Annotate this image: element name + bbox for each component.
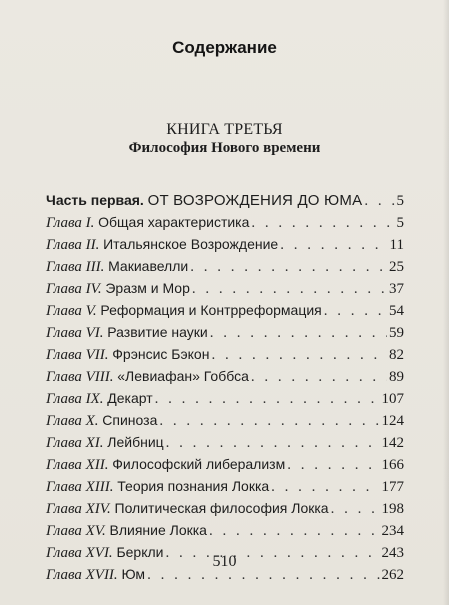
dot-leader — [251, 369, 387, 386]
page-edge-shadow — [443, 0, 449, 605]
chapter-page-number: 107 — [381, 391, 404, 407]
dot-leader — [271, 479, 379, 496]
toc-part-row[interactable] — [46, 192, 404, 214]
dot-leader — [251, 215, 394, 232]
part-title: ОТ ВОЗРОЖДЕНИЯ ДО ЮМА — [147, 192, 363, 209]
chapter-list — [46, 214, 404, 588]
chapter-title: Итальянское Возрождение — [103, 236, 279, 252]
chapter-title: Эразм и Мор — [105, 280, 190, 296]
toc-chapter-row[interactable] — [46, 236, 404, 258]
chapter-page-number: 11 — [389, 237, 404, 253]
chapter-title: Спиноза — [102, 412, 158, 428]
part-page-number: 5 — [396, 193, 404, 209]
chapter-page-number: 82 — [389, 347, 404, 363]
page-number: 510 — [212, 553, 237, 570]
toc-chapter-row[interactable] — [46, 280, 404, 302]
chapter-title: Макиавелли — [108, 258, 189, 274]
dot-leader — [190, 259, 387, 276]
chapter-page-number: 142 — [381, 435, 404, 451]
chapter-page-number: 59 — [389, 325, 404, 341]
toc-chapter-row[interactable] — [46, 390, 404, 412]
chapter-title: Философский либерализм — [112, 456, 286, 472]
chapter-number: Глава I. — [46, 215, 95, 231]
chapter-number: Глава XIII. — [46, 479, 114, 495]
dot-leader — [155, 391, 380, 408]
chapter-page-number: 243 — [381, 545, 404, 561]
chapter-number: Глава XVII. — [46, 567, 118, 583]
chapter-page-number: 5 — [396, 215, 404, 231]
chapter-title: Декарт — [107, 390, 153, 406]
dot-leader — [280, 237, 387, 254]
chapter-page-number: 54 — [389, 303, 404, 319]
dot-leader — [324, 303, 387, 320]
toc-chapter-row[interactable] — [46, 214, 404, 236]
chapter-title: Теория познания Локка — [117, 478, 270, 494]
book-subtitle: Философия Нового времени — [128, 140, 321, 156]
chapter-title: Реформация и Контрреформация — [100, 302, 322, 318]
dot-leader — [159, 413, 379, 430]
chapter-number: Глава IV. — [46, 281, 102, 297]
toc-chapter-row[interactable] — [46, 456, 404, 478]
dot-leader — [364, 193, 394, 210]
chapter-page-number: 25 — [389, 259, 404, 275]
dot-leader — [192, 281, 387, 298]
table-of-contents — [46, 192, 404, 588]
toc-chapter-row[interactable] — [46, 500, 404, 522]
chapter-number: Глава IX. — [46, 391, 104, 407]
chapter-title: Общая характеристика — [98, 214, 250, 230]
chapter-page-number: 262 — [381, 567, 404, 583]
chapter-number: Глава VII. — [46, 347, 109, 363]
toc-chapter-row[interactable] — [46, 324, 404, 346]
chapter-title: Развитие науки — [107, 324, 208, 340]
chapter-title: Беркли — [116, 544, 164, 560]
dot-leader — [210, 325, 387, 342]
part-name: Часть первая. — [46, 192, 144, 208]
chapter-number: Глава VIII. — [46, 369, 114, 385]
toc-chapter-row[interactable] — [46, 346, 404, 368]
chapter-number: Глава III. — [46, 259, 105, 275]
chapter-title: «Левиафан» Гоббса — [117, 368, 249, 384]
dot-leader — [209, 523, 380, 540]
chapter-title: Влияние Локка — [109, 522, 207, 538]
toc-chapter-row[interactable] — [46, 258, 404, 280]
chapter-number: Глава XV. — [46, 523, 106, 539]
toc-chapter-row[interactable] — [46, 522, 404, 544]
chapter-number: Глава XII. — [46, 457, 109, 473]
dot-leader — [331, 501, 380, 518]
chapter-number: Глава V. — [46, 303, 97, 319]
chapter-page-number: 166 — [381, 457, 404, 473]
chapter-page-number: 89 — [389, 369, 404, 385]
chapter-number: Глава XIV. — [46, 501, 111, 517]
chapter-title: Фрэнсис Бэкон — [112, 346, 210, 362]
dot-leader — [287, 457, 379, 474]
chapter-title: Лейбниц — [107, 434, 164, 450]
chapter-page-number: 124 — [381, 413, 404, 429]
chapter-number: Глава X. — [46, 413, 99, 429]
toc-chapter-row[interactable] — [46, 478, 404, 500]
chapter-page-number: 177 — [381, 479, 404, 495]
dot-leader — [166, 435, 380, 452]
toc-chapter-row[interactable] — [46, 302, 404, 324]
chapter-page-number: 234 — [381, 523, 404, 539]
chapter-title: Политическая философия Локка — [114, 500, 329, 516]
chapter-number: Глава XVI. — [46, 545, 113, 561]
chapter-number: Глава II. — [46, 237, 100, 253]
chapter-page-number: 37 — [389, 281, 404, 297]
toc-heading: Содержание — [172, 38, 277, 57]
chapter-title: Юм — [121, 566, 146, 582]
toc-chapter-row[interactable] — [46, 434, 404, 456]
dot-leader — [211, 347, 387, 364]
chapter-number: Глава VI. — [46, 325, 104, 341]
chapter-page-number: 198 — [381, 501, 404, 517]
toc-chapter-row[interactable] — [46, 368, 404, 390]
book-title: КНИГА ТРЕТЬЯ — [166, 121, 283, 138]
toc-chapter-row[interactable] — [46, 412, 404, 434]
chapter-number: Глава XI. — [46, 435, 104, 451]
